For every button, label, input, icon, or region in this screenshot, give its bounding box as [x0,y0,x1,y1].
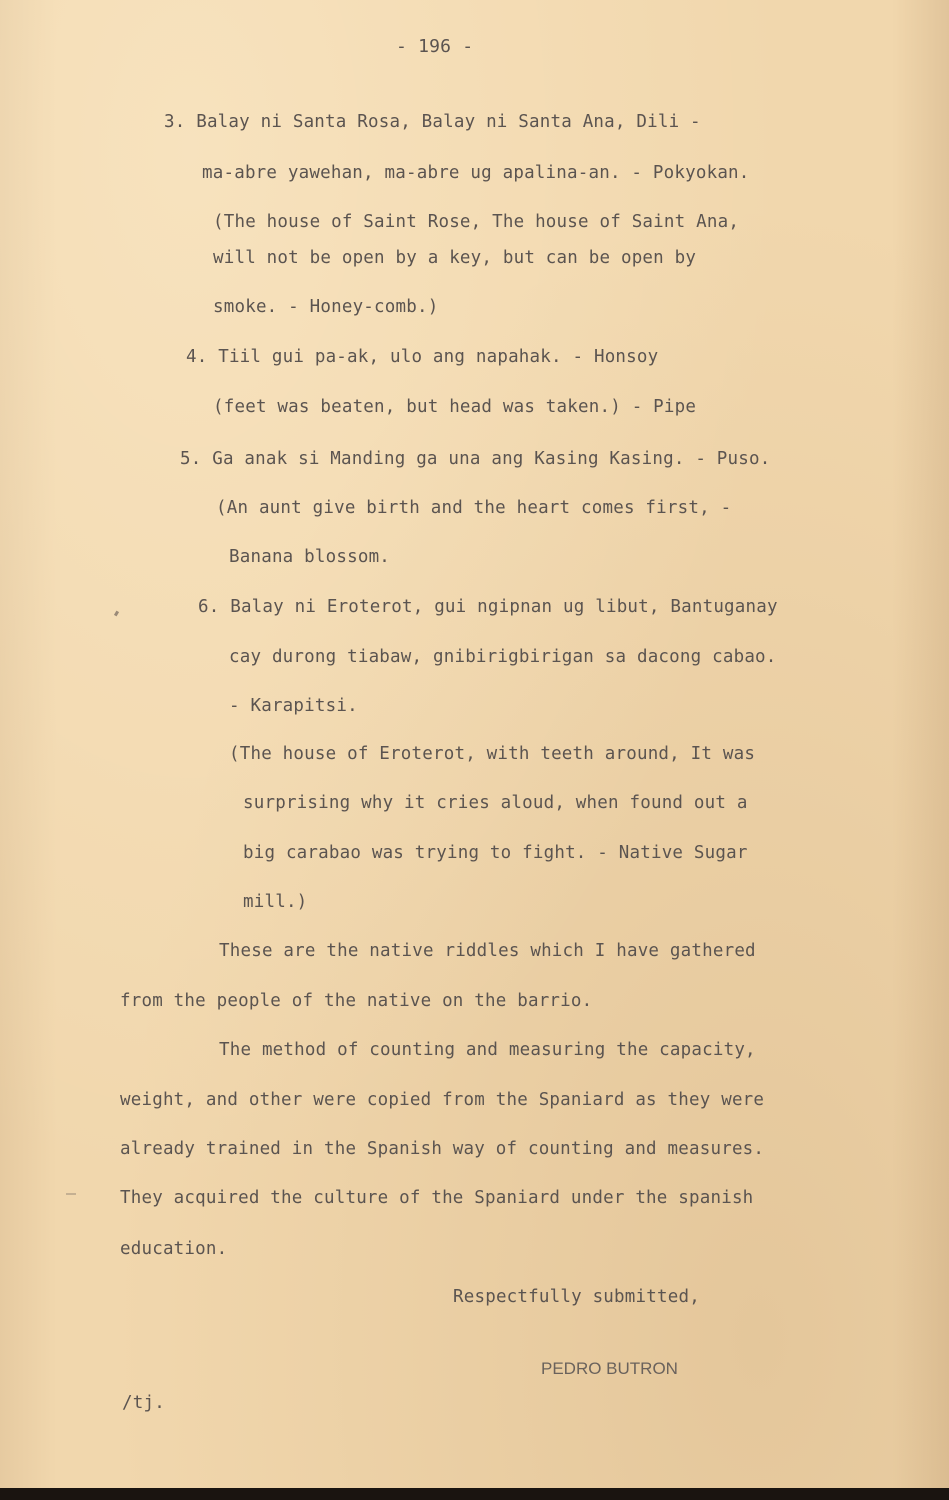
riddle-6-line-4: (The house of Eroterot, with teeth around, It was [229,744,756,764]
margin-mark [114,611,119,617]
page-number: - 196 - [396,36,474,57]
riddle-5-line-2: (An aunt give birth and the heart comes first, - [216,498,732,518]
margin-dash-mark [66,1193,76,1195]
riddle-3-line-4: will not be open by a key, but can be open by [213,248,697,268]
riddle-6-line-6: big carabao was trying to fight. - Native Sugar [243,843,748,863]
riddle-6-line-3: - Karapitsi. [229,696,358,716]
riddle-4-line-1: 4. Tiil gui pa-ak, ulo ang napahak. - Honsoy [186,347,659,367]
riddle-3-line-2: ma-abre yawehan, ma-abre ug apalina-an. - Pokyokan. [202,163,750,183]
paragraph-2-line-5: education. [120,1239,228,1259]
riddle-4-line-2: (feet was beaten, but head was taken.) - Pipe [213,397,697,417]
scan-bottom-edge [0,1488,949,1500]
riddle-5-line-1: 5. Ga anak si Manding ga una ang Kasing Kasing. - Puso. [180,449,771,469]
riddle-3-line-5: smoke. - Honey-comb.) [213,297,439,317]
signature-name: PEDRO BUTRON [541,1359,678,1378]
riddle-6-line-5: surprising why it cries aloud, when found out a [243,793,748,813]
closing-text: Respectfully submitted, [453,1287,700,1307]
paragraph-1-line-2: from the people of the native on the barrio. [120,991,593,1011]
riddle-6-line-2: cay durong tiabaw, gnibirigbirigan sa dacong cabao. [229,647,777,667]
paragraph-1-line-1: These are the native riddles which I have gathered [219,941,756,961]
paragraph-2-line-2: weight, and other were copied from the Spaniard as they were [120,1090,765,1110]
paragraph-2-line-4: They acquired the culture of the Spaniard under the spanish [120,1188,754,1208]
riddle-6-line-1: 6. Balay ni Eroterot, gui ngipnan ug libut, Bantuganay [198,597,778,617]
riddle-3-line-1: 3. Balay ni Santa Rosa, Balay ni Santa Ana, Dili - [164,112,701,132]
riddle-5-line-3: Banana blossom. [229,547,391,567]
paragraph-2-line-3: already trained in the Spanish way of counting and measures. [120,1139,765,1159]
riddle-3-line-3: (The house of Saint Rose, The house of Saint Ana, [213,212,740,232]
paragraph-2-line-1: The method of counting and measuring the capacity, [219,1040,756,1060]
riddle-6-line-7: mill.) [243,892,308,912]
typist-initials: /tj. [122,1393,165,1413]
